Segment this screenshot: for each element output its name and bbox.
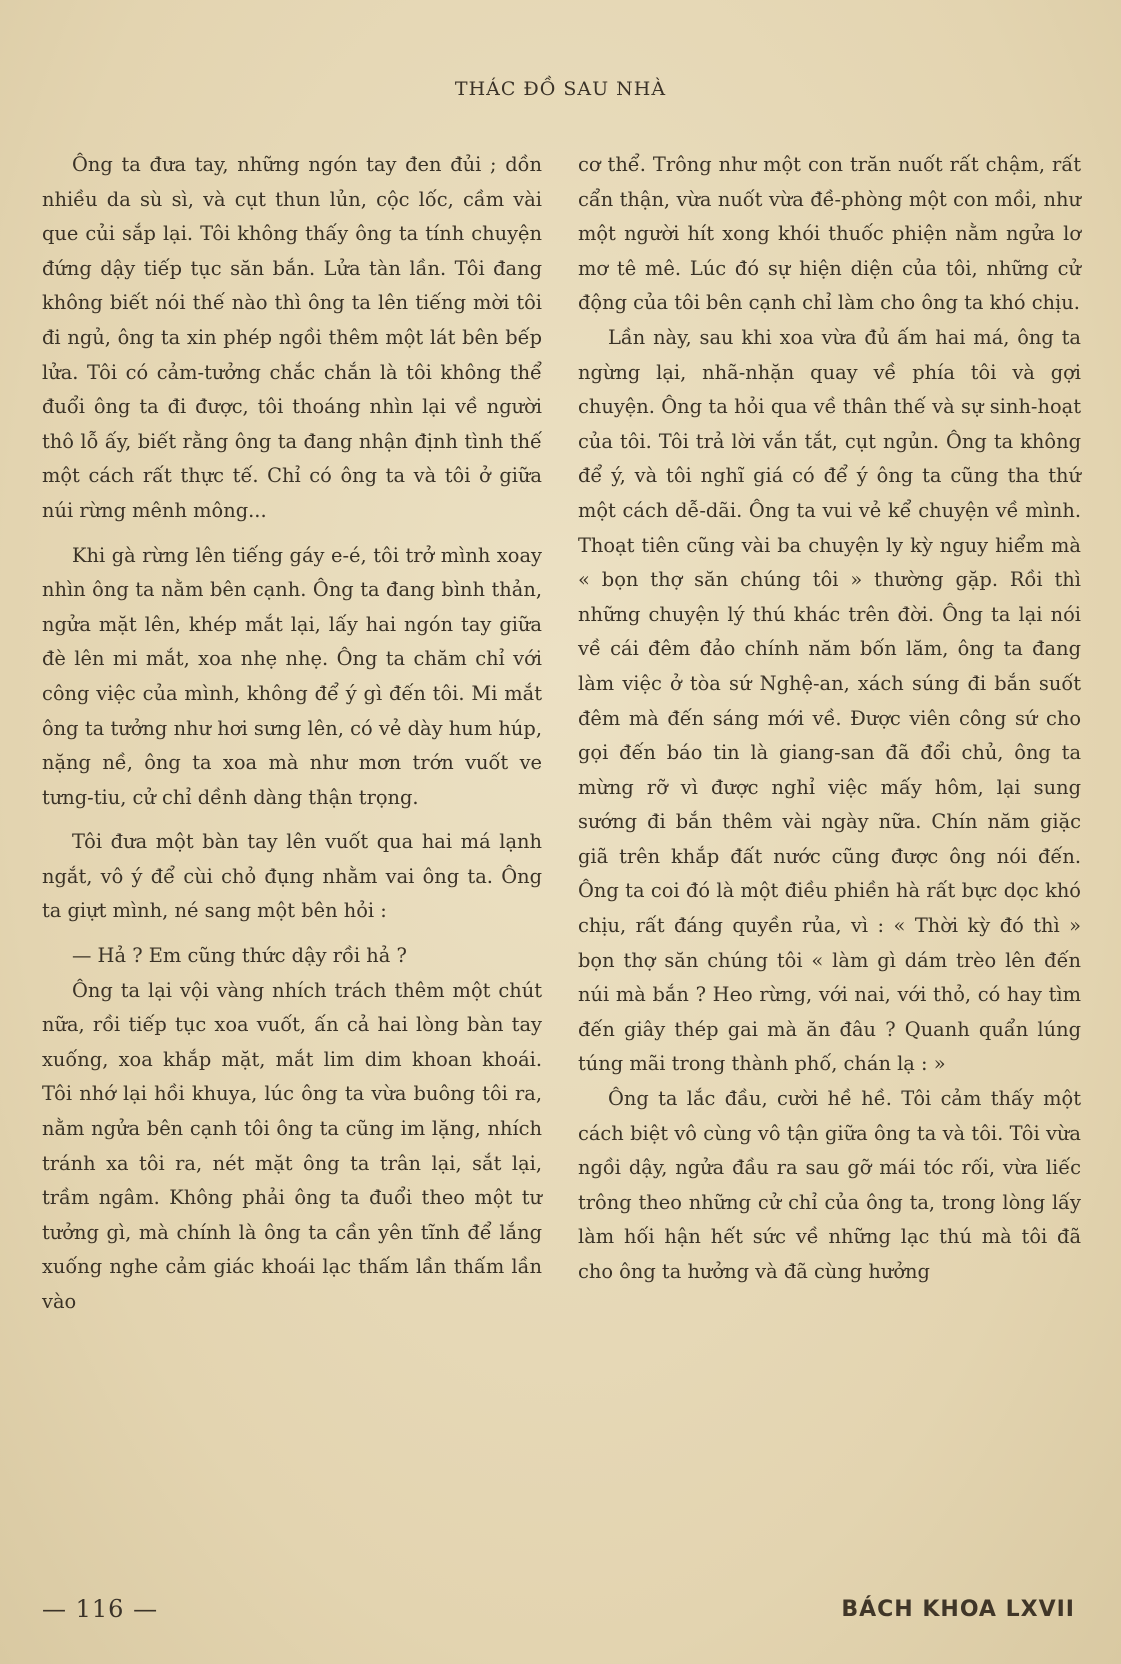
paragraph: Khi gà rừng lên tiếng gáy e-é, tôi trở mình xoay nhìn ông ta nằm bên cạnh. Ông ta đang bình thản, ngửa mặt lên, khép mắt lại, lấy hai ngón tay giữa đè lên mi mắt, xoa nhẹ nhẹ. Ông ta chăm chỉ với công việc của mình, không để ý gì đến tôi. Mi mắt ông ta tưởng như hơi sưng lên, có vẻ dày hum húp, nặng nề, ông ta xoa mà như mơn trớn vuốt ve tưng-tiu, cử chỉ dềnh dàng thận trọng.: [42, 543, 542, 809]
dialogue-line: — Hả ? Em cũng thức dậy rồi hả ?: [72, 944, 407, 968]
paragraph: Lần này, sau khi xoa vừa đủ ấm hai má, ông ta ngừng lại, nhã-nhặn quay về phía tôi và gợi chuyện. Ông ta hỏi qua về thân thế và sự sinh-hoạt của tôi. Tôi trả lời vắn tắt, cụt ngủn. Ông ta không để ý, và tôi nghĩ giá có để ý ông ta cũng tha thứ một cách dễ-dãi. Ông ta vui vẻ kể chuyện về mình. Thoạt tiên cũng vài ba chuyện ly kỳ nguy hiểm mà « bọn thợ săn chúng tôi » thường gặp. Rồi thì những chuyện lý thú khác trên đời. Ông ta lại nói về cái đêm đảo chính năm bốn lăm, ông ta đang làm việc ở tòa sứ Nghệ-an, xách súng đi bắn suốt đêm mà đến sáng mới về. Được viên công sứ cho gọi đến báo tin là giang-san đã đổi chủ, ông ta mừng rỡ vì được nghỉ việc mấy hôm, lại sung sướng đi bắn thêm vài ngày nữa. Chín năm giặc giã trên khắp đất nước cũng được ông nói đến. Ông ta coi đó là một điều phiền hà rất bực dọc khó chịu, rất đáng quyền rủa, vì : « Thời kỳ đó thì » bọn thợ săn chúng tôi « làm gì dám trèo lên đến núi mà bắn ? Heo rừng, với nai, với thỏ, có hay tìm đến giây thép gai mà ăn đâu ? Quanh quẩn lúng túng mãi trong thành phố, chán lạ : »: [578, 325, 1081, 1076]
paragraph: Tôi đưa một bàn tay lên vuốt qua hai má lạnh ngắt, vô ý để cùi chỏ đụng nhằm vai ông ta. Ông ta giựt mình, né sang một bên hỏi :: [42, 830, 542, 923]
page-number: — 116 —: [42, 1595, 159, 1623]
running-title: THÁC ĐỒ SAU NHÀ: [454, 78, 667, 100]
paragraph: Ông ta lắc đầu, cười hề hề. Tôi cảm thấy một cách biệt vô cùng vô tận giữa ông ta và tôi. Tôi vừa ngồi dậy, ngửa đầu ra sau gỡ mái tóc rối, vừa liếc trông theo những cử chỉ của ông ta, trong lòng lấy làm hối hận hết sức về những lạc thú mà tôi đã cho ông ta hưởng và đã cùng hưởng: [578, 1087, 1081, 1283]
right-column: [578, 148, 1081, 1290]
left-column: [42, 148, 542, 1320]
journal-title: BÁCH KHOA LXVII: [841, 1597, 1075, 1622]
paragraph: cơ thể. Trông như một con trăn nuốt rất chậm, rất cẩn thận, vừa nuốt vừa đề-phòng một con mồi, như một người hít xong khói thuốc phiện nằm ngửa lơ mơ tê mê. Lúc đó sự hiện diện của tôi, những cử động của tôi bên cạnh chỉ làm cho ông ta khó chịu.: [578, 153, 1081, 315]
paragraph: Ông ta lại vội vàng nhích trách thêm một chút nữa, rồi tiếp tục xoa vuốt, ấn cả hai lòng bàn tay xuống, xoa khắp mặt, mắt lim dim khoan khoái. Tôi nhớ lại hồi khuya, lúc ông ta vừa buông tôi ra, nằm ngửa bên cạnh tôi ông ta cũng im lặng, nhích tránh xa tôi ra, nét mặt ông ta trân lại, sắt lại, trầm ngâm. Không phải ông ta đuổi theo một tư tưởng gì, mà chính là ông ta cần yên tĩnh để lắng xuống nghe cảm giác khoái lạc thấm lần thấm lần vào: [42, 978, 542, 1313]
paragraph: Ông ta đưa tay, những ngón tay đen đủi ; dồn nhiều da sù sì, và cụt thun lủn, cộc lốc, cầm vài que củi sắp lại. Tôi không thấy ông ta tính chuyện đứng dậy tiếp tục săn bắn. Lửa tàn lần. Tôi đang không biết nói thế nào thì ông ta lên tiếng mời tôi đi ngủ, ông ta xin phép ngồi thêm một lát bên bếp lửa. Tôi có cảm-tưởng chắc chắn là tôi không thể đuổi ông ta đi được, tôi thoáng nhìn lại về người thô lỗ ấy, biết rằng ông ta đang nhận định tình thế một cách rất thực tế. Chỉ có ông ta và tôi ở giữa núi rừng mênh mông...: [42, 153, 542, 522]
